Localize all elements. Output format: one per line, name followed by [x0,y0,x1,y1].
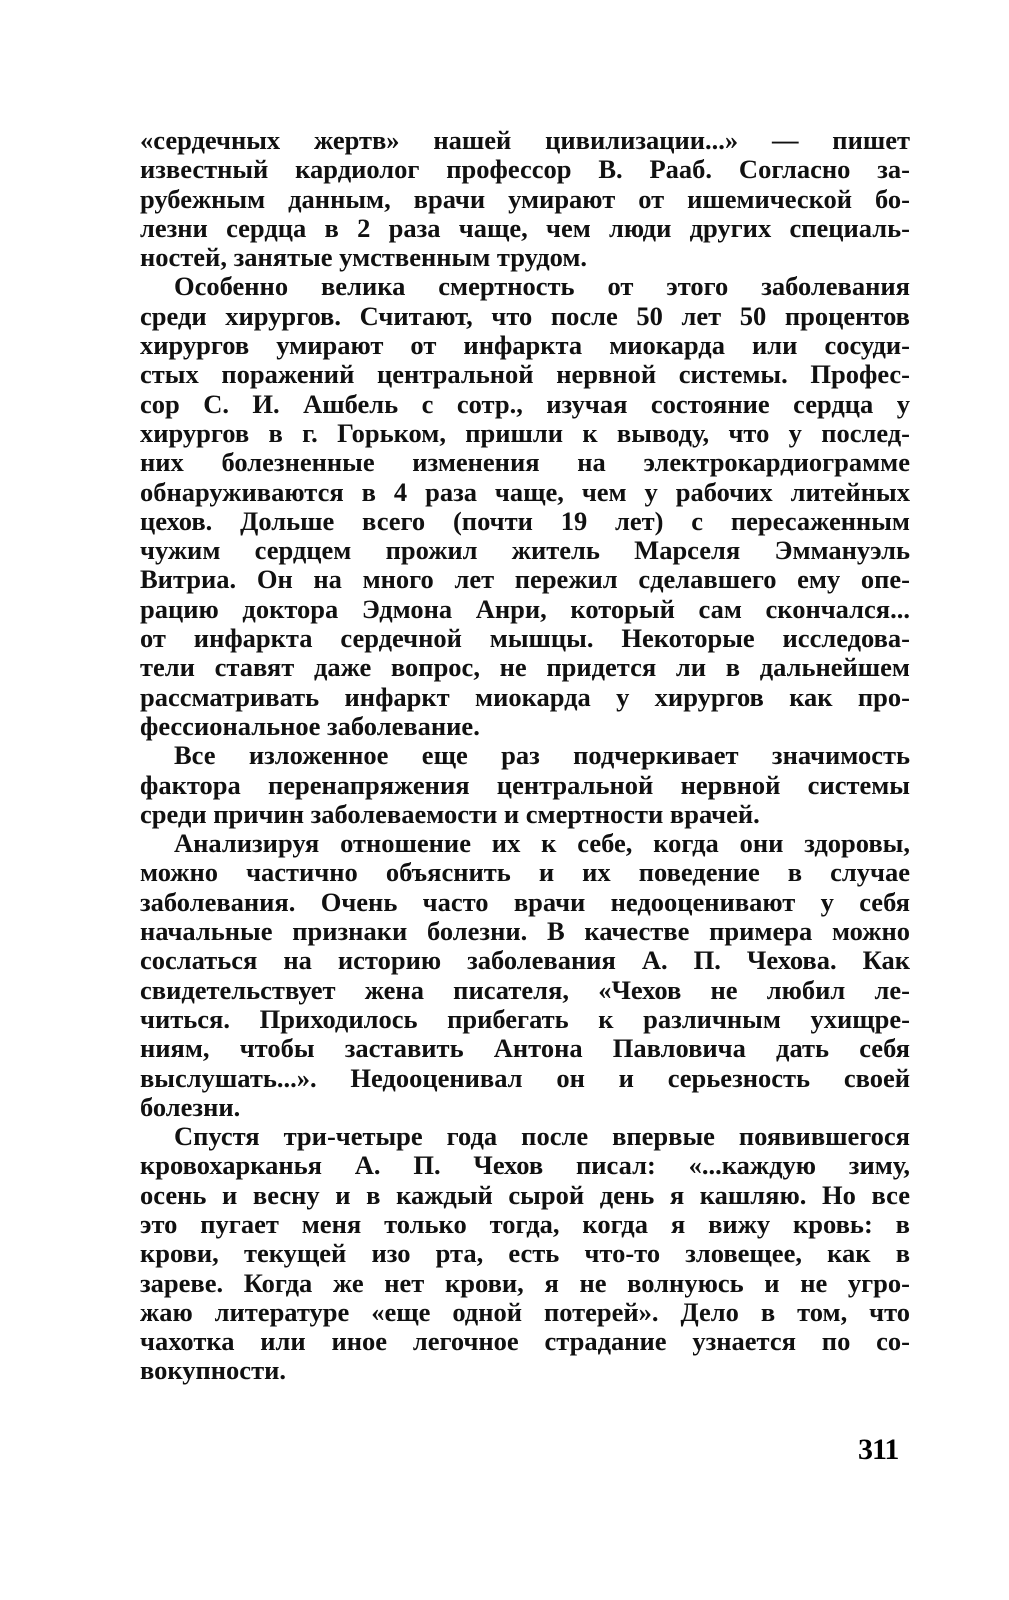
text-line: выслушать...». Недооценивал он и серьезность своей [140,1062,910,1093]
text-line: стых поражений центральной нервной системы. Профес- [140,359,910,390]
text-line: хирургов умирают от инфаркта миокарда или сосуди- [140,330,910,361]
paragraph-4 [140,829,910,1122]
text-line: сослаться на историю заболевания А. П. Чехова. Как [140,945,910,976]
text-line: чахотка или иное легочное страдание узнается по со- [140,1326,910,1357]
paragraph-1 [140,126,910,272]
text-line: читься. Приходилось прибегать к различным ухищре- [140,1003,910,1034]
text-line: Все изложенное еще раз подчеркивает значимость [174,740,910,771]
text-line: Спустя три-четыре года после впервые появившегося [174,1121,910,1152]
text-line: зареве. Когда же нет крови, я не волнуюсь и не угро- [140,1267,910,1298]
text-line: свидетельствует жена писателя, «Чехов не любил ле- [140,974,910,1005]
text-line: это пугает меня только тогда, когда я вижу кровь: в [140,1208,910,1239]
text-line: тели ставят даже вопрос, не придется ли в дальнейшем [140,652,910,683]
paragraph-3 [140,741,910,829]
text-line: жаю литературе «еще одной потерей». Дело в том, что [140,1296,910,1327]
text-line: обнаруживаются в 4 раза чаще, чем у рабочих литейных [140,476,910,507]
text-line: Анализируя отношение их к себе, когда они здоровы, [174,828,910,859]
text-line: известный кардиолог профессор В. Рааб. Согласно за- [140,154,910,185]
text-line: от инфаркта сердечной мышцы. Некоторые исследова- [140,623,910,654]
text-line: рассматривать инфаркт миокарда у хирургов как про- [140,681,910,712]
text-line: рубежным данным, врачи умирают от ишемической бо- [140,183,910,214]
text-line: Особенно велика смертность от этого заболевания [174,271,910,302]
text-line: «сердечных жертв» нашей цивилизации...» — пишет [140,125,910,155]
text-line: болезни. [140,1091,241,1122]
text-line: начальные признаки болезни. В качестве примера можно [140,916,910,947]
text-line: ниям, чтобы заставить Антона Павловича дать себя [140,1033,910,1064]
text-line: них болезненные изменения на электрокардиограмме [140,447,910,478]
paragraph-5 [140,1122,910,1386]
text-line: фессиональное заболевание. [140,710,480,741]
page-number: 311 [858,1433,899,1466]
paragraph-2 [140,272,910,741]
text-line: ностей, занятые умственным трудом. [140,242,588,273]
text-line: крови, текущей изо рта, есть что-то зловещее, как в [140,1238,910,1269]
text-line: вокупности. [140,1355,286,1386]
text-line: среди хирургов. Считают, что после 50 лет 50 процентов [140,300,910,331]
text-line: кровохарканья А. П. Чехов писал: «...каждую зиму, [140,1150,910,1181]
text-line: Витриа. Он на много лет пережил сделавшего ему опе- [140,564,910,595]
text-line: хирургов в г. Горьком, пришли к выводу, что у послед- [140,417,910,448]
text-line: осень и весну и в каждый сырой день я кашляю. Но все [140,1179,910,1210]
text-line: фактора перенапряжения центральной нервной системы [140,769,910,800]
text-line: чужим сердцем прожил житель Марселя Эммануэль [140,535,910,566]
text-line: можно частично объяснить и их поведение в случае [140,857,910,888]
text-line: цехов. Дольше всего (почти 19 лет) с пересаженным [140,505,910,536]
body-text [140,126,910,1386]
text-line: рацию доктора Эдмона Анри, который сам скончался... [140,593,910,624]
text-line: среди причин заболеваемости и смертности врачей. [140,798,760,829]
text-line: лезни сердца в 2 раза чаще, чем люди других специаль- [140,212,910,243]
text-line: заболевания. Очень часто врачи недооценивают у себя [140,886,910,917]
text-line: сор С. И. Ашбель с сотр., изучая состояние сердца у [140,388,910,419]
